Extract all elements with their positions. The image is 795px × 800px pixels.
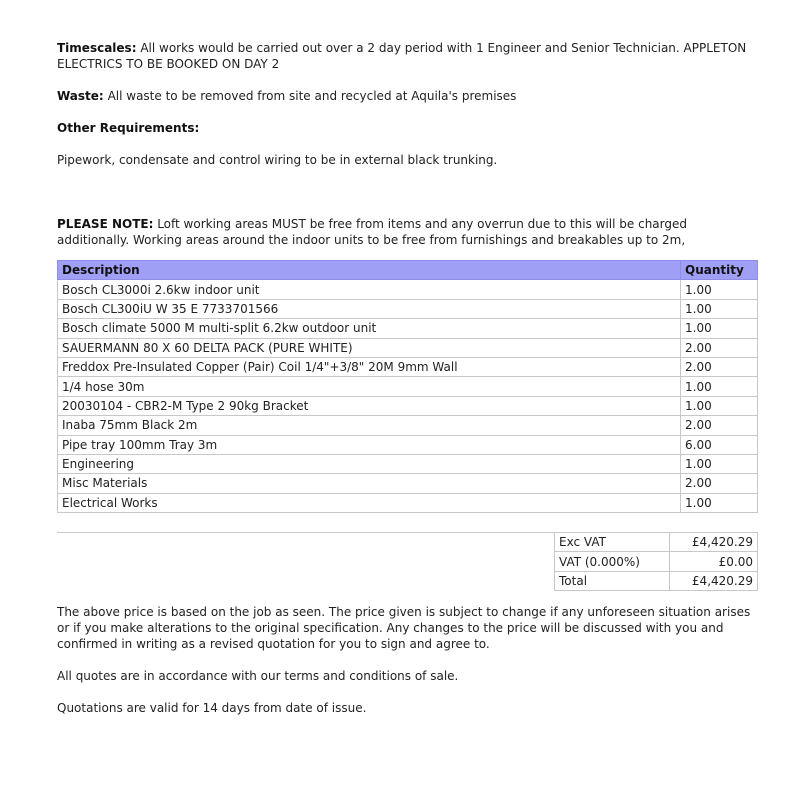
item-quantity: 1.00 [681, 493, 758, 512]
totals-divider [57, 532, 554, 533]
table-row [58, 338, 758, 357]
table-row [58, 416, 758, 435]
item-quantity: 1.00 [681, 319, 758, 338]
totals-section [57, 532, 757, 592]
item-description: Inaba 75mm Black 2m [58, 416, 681, 435]
item-quantity: 1.00 [681, 454, 758, 473]
item-description: Bosch CL300iU W 35 E 7733701566 [58, 299, 681, 318]
totals-table [554, 532, 758, 591]
item-description: 1/4 hose 30m [58, 377, 681, 396]
other-requirements-label: Other Requirements: [57, 121, 200, 135]
waste-paragraph [57, 88, 757, 104]
please-note-label: PLEASE NOTE: [57, 217, 154, 231]
vat-label: VAT (0.000%) [555, 552, 670, 571]
exc-vat-row [555, 533, 758, 552]
timescales-text: All works would be carried out over a 2 day period with 1 Engineer and Senior Technician. APPLETON ELECTRICS TO BE BOOKED ON DAY 2 [57, 41, 747, 71]
price-notice: The above price is based on the job as seen. The price given is subject to change if any unforeseen situation arises or if you make alterations to the original specification. Any changes to the price will be discussed with you and confirmed in writing as a revised quotation for you to sign and agree to. [57, 605, 751, 652]
terms-notice: All quotes are in accordance with our terms and conditions of sale. [57, 669, 459, 684]
vat-row [555, 552, 758, 571]
items-table-header-row [58, 261, 758, 280]
item-quantity: 2.00 [681, 357, 758, 376]
quantity-column-header: Quantity [681, 261, 758, 280]
total-row [555, 571, 758, 590]
item-description: Misc Materials [58, 474, 681, 493]
vat-value: £0.00 [670, 552, 758, 571]
table-row [58, 454, 758, 473]
item-description: Electrical Works [58, 493, 681, 512]
item-description: Bosch climate 5000 M multi-split 6.2kw outdoor unit [58, 319, 681, 338]
item-quantity: 2.00 [681, 338, 758, 357]
table-row [58, 280, 758, 299]
item-description: Bosch CL3000i 2.6kw indoor unit [58, 280, 681, 299]
table-row [58, 396, 758, 415]
exc-vat-label: Exc VAT [555, 533, 670, 552]
other-requirements-text: Pipework, condensate and control wiring to be in external black trunking. [57, 153, 498, 167]
item-quantity: 1.00 [681, 396, 758, 415]
item-description: SAUERMANN 80 X 60 DELTA PACK (PURE WHITE) [58, 338, 681, 357]
quotation-document [57, 40, 757, 732]
item-quantity: 6.00 [681, 435, 758, 454]
item-quantity: 2.00 [681, 474, 758, 493]
table-row [58, 493, 758, 512]
please-note-text: Loft working areas MUST be free from items and any overrun due to this will be charged additionally. Working areas around the indoor units to be free from furnishings and breakables up to 2m, [57, 217, 688, 247]
item-quantity: 1.00 [681, 377, 758, 396]
table-row [58, 357, 758, 376]
item-description: 20030104 - CBR2-M Type 2 90kg Bracket [58, 396, 681, 415]
exc-vat-value: £4,420.29 [670, 533, 758, 552]
timescales-label: Timescales: [57, 41, 137, 55]
table-row [58, 435, 758, 454]
validity-notice: Quotations are valid for 14 days from date of issue. [57, 701, 367, 716]
item-quantity: 2.00 [681, 416, 758, 435]
total-value: £4,420.29 [670, 571, 758, 590]
waste-text: All waste to be removed from site and recycled at Aquila's premises [107, 89, 517, 103]
item-description: Pipe tray 100mm Tray 3m [58, 435, 681, 454]
please-note-paragraph [57, 216, 757, 248]
items-table [57, 260, 758, 513]
table-row [58, 299, 758, 318]
footer-notes [57, 604, 757, 716]
table-row [58, 474, 758, 493]
waste-label: Waste: [57, 89, 104, 103]
item-quantity: 1.00 [681, 299, 758, 318]
item-quantity: 1.00 [681, 280, 758, 299]
item-description: Engineering [58, 454, 681, 473]
total-label: Total [555, 571, 670, 590]
description-column-header: Description [58, 261, 681, 280]
item-description: Freddox Pre-Insulated Copper (Pair) Coil 1/4"+3/8" 20M 9mm Wall [58, 357, 681, 376]
table-row [58, 377, 758, 396]
table-row [58, 319, 758, 338]
other-requirements-heading [57, 120, 757, 136]
timescales-paragraph [57, 40, 757, 72]
